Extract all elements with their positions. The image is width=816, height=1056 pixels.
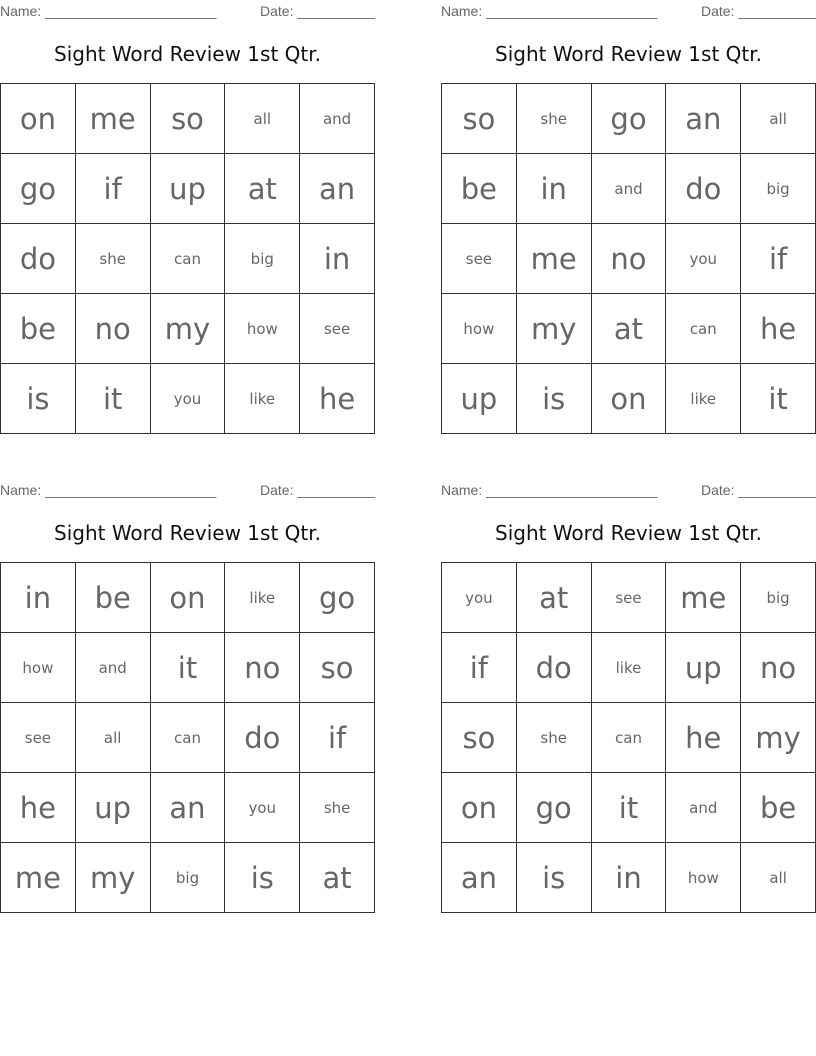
- word-grid: [441, 83, 816, 434]
- word-cell: it: [151, 633, 226, 703]
- word-cell: go: [592, 84, 667, 154]
- name-date-line: [0, 3, 375, 19]
- word-cell: an: [442, 843, 517, 913]
- word-cell: go: [300, 563, 375, 633]
- word-cell: is: [517, 843, 592, 913]
- word-cell: how: [666, 843, 741, 913]
- word-cell: up: [442, 364, 517, 434]
- word-cell: she: [76, 224, 151, 294]
- word-cell: see: [300, 294, 375, 364]
- word-cell: he: [1, 773, 76, 843]
- name-field: Name: ______________________: [441, 482, 658, 498]
- word-cell: like: [592, 633, 667, 703]
- word-cell: how: [442, 294, 517, 364]
- word-cell: and: [592, 154, 667, 224]
- word-cell: on: [151, 563, 226, 633]
- word-cell: and: [666, 773, 741, 843]
- word-cell: do: [666, 154, 741, 224]
- word-grid: [441, 562, 816, 913]
- card-title: Sight Word Review 1st Qtr.: [54, 521, 321, 545]
- word-cell: up: [666, 633, 741, 703]
- word-cell: is: [225, 843, 300, 913]
- word-cell: all: [225, 84, 300, 154]
- date-field: Date: __________: [701, 3, 816, 19]
- word-cell: do: [517, 633, 592, 703]
- name-field: Name: ______________________: [0, 3, 217, 19]
- word-cell: see: [442, 224, 517, 294]
- word-cell: like: [225, 364, 300, 434]
- word-cell: on: [442, 773, 517, 843]
- word-cell: how: [1, 633, 76, 703]
- word-cell: no: [592, 224, 667, 294]
- word-cell: she: [300, 773, 375, 843]
- card-title: Sight Word Review 1st Qtr.: [495, 521, 762, 545]
- bingo-card-1: [0, 0, 375, 440]
- word-cell: my: [517, 294, 592, 364]
- bingo-card-2: [441, 0, 816, 440]
- word-cell: my: [76, 843, 151, 913]
- word-cell: she: [517, 703, 592, 773]
- word-cell: if: [76, 154, 151, 224]
- word-cell: be: [1, 294, 76, 364]
- word-cell: my: [741, 703, 816, 773]
- word-cell: he: [300, 364, 375, 434]
- word-cell: all: [741, 843, 816, 913]
- word-cell: like: [666, 364, 741, 434]
- word-cell: no: [225, 633, 300, 703]
- word-cell: me: [76, 84, 151, 154]
- word-cell: so: [300, 633, 375, 703]
- word-cell: an: [300, 154, 375, 224]
- word-cell: it: [592, 773, 667, 843]
- name-date-line: [0, 482, 375, 498]
- date-field: Date: __________: [701, 482, 816, 498]
- word-cell: you: [442, 563, 517, 633]
- word-cell: all: [76, 703, 151, 773]
- word-cell: on: [592, 364, 667, 434]
- word-cell: in: [592, 843, 667, 913]
- word-cell: go: [517, 773, 592, 843]
- word-cell: is: [1, 364, 76, 434]
- word-cell: and: [76, 633, 151, 703]
- word-cell: he: [741, 294, 816, 364]
- word-cell: an: [666, 84, 741, 154]
- word-cell: me: [666, 563, 741, 633]
- word-cell: it: [76, 364, 151, 434]
- name-field: Name: ______________________: [0, 482, 217, 498]
- date-field: Date: __________: [260, 3, 376, 19]
- word-cell: do: [225, 703, 300, 773]
- word-cell: up: [151, 154, 226, 224]
- word-cell: if: [741, 224, 816, 294]
- word-cell: so: [442, 84, 517, 154]
- word-cell: me: [1, 843, 76, 913]
- word-cell: on: [1, 84, 76, 154]
- bingo-card-3: [0, 479, 375, 919]
- word-cell: she: [517, 84, 592, 154]
- word-cell: can: [151, 224, 226, 294]
- word-cell: see: [1, 703, 76, 773]
- word-cell: big: [741, 154, 816, 224]
- word-cell: me: [517, 224, 592, 294]
- word-cell: he: [666, 703, 741, 773]
- word-cell: how: [225, 294, 300, 364]
- word-cell: and: [300, 84, 375, 154]
- word-cell: do: [1, 224, 76, 294]
- word-cell: can: [592, 703, 667, 773]
- word-cell: my: [151, 294, 226, 364]
- word-cell: you: [225, 773, 300, 843]
- word-cell: no: [741, 633, 816, 703]
- word-cell: if: [442, 633, 517, 703]
- word-cell: if: [300, 703, 375, 773]
- card-title: Sight Word Review 1st Qtr.: [495, 42, 762, 66]
- word-cell: in: [300, 224, 375, 294]
- word-cell: be: [442, 154, 517, 224]
- word-cell: be: [76, 563, 151, 633]
- word-cell: at: [592, 294, 667, 364]
- word-cell: big: [151, 843, 226, 913]
- word-cell: can: [151, 703, 226, 773]
- word-cell: you: [151, 364, 226, 434]
- word-cell: you: [666, 224, 741, 294]
- word-cell: see: [592, 563, 667, 633]
- word-cell: in: [517, 154, 592, 224]
- word-cell: big: [741, 563, 816, 633]
- word-cell: so: [151, 84, 226, 154]
- word-cell: in: [1, 563, 76, 633]
- word-cell: is: [517, 364, 592, 434]
- word-grid: [0, 83, 375, 434]
- word-cell: at: [300, 843, 375, 913]
- name-date-line: [441, 3, 816, 19]
- word-cell: at: [517, 563, 592, 633]
- word-cell: at: [225, 154, 300, 224]
- word-cell: an: [151, 773, 226, 843]
- word-cell: all: [741, 84, 816, 154]
- word-cell: no: [76, 294, 151, 364]
- word-cell: so: [442, 703, 517, 773]
- name-date-line: [441, 482, 816, 498]
- word-cell: like: [225, 563, 300, 633]
- word-cell: it: [741, 364, 816, 434]
- bingo-card-4: [441, 479, 816, 919]
- word-cell: can: [666, 294, 741, 364]
- card-title: Sight Word Review 1st Qtr.: [54, 42, 321, 66]
- word-cell: go: [1, 154, 76, 224]
- word-cell: big: [225, 224, 300, 294]
- word-cell: up: [76, 773, 151, 843]
- word-grid: [0, 562, 375, 913]
- date-field: Date: __________: [260, 482, 376, 498]
- word-cell: be: [741, 773, 816, 843]
- name-field: Name: ______________________: [441, 3, 658, 19]
